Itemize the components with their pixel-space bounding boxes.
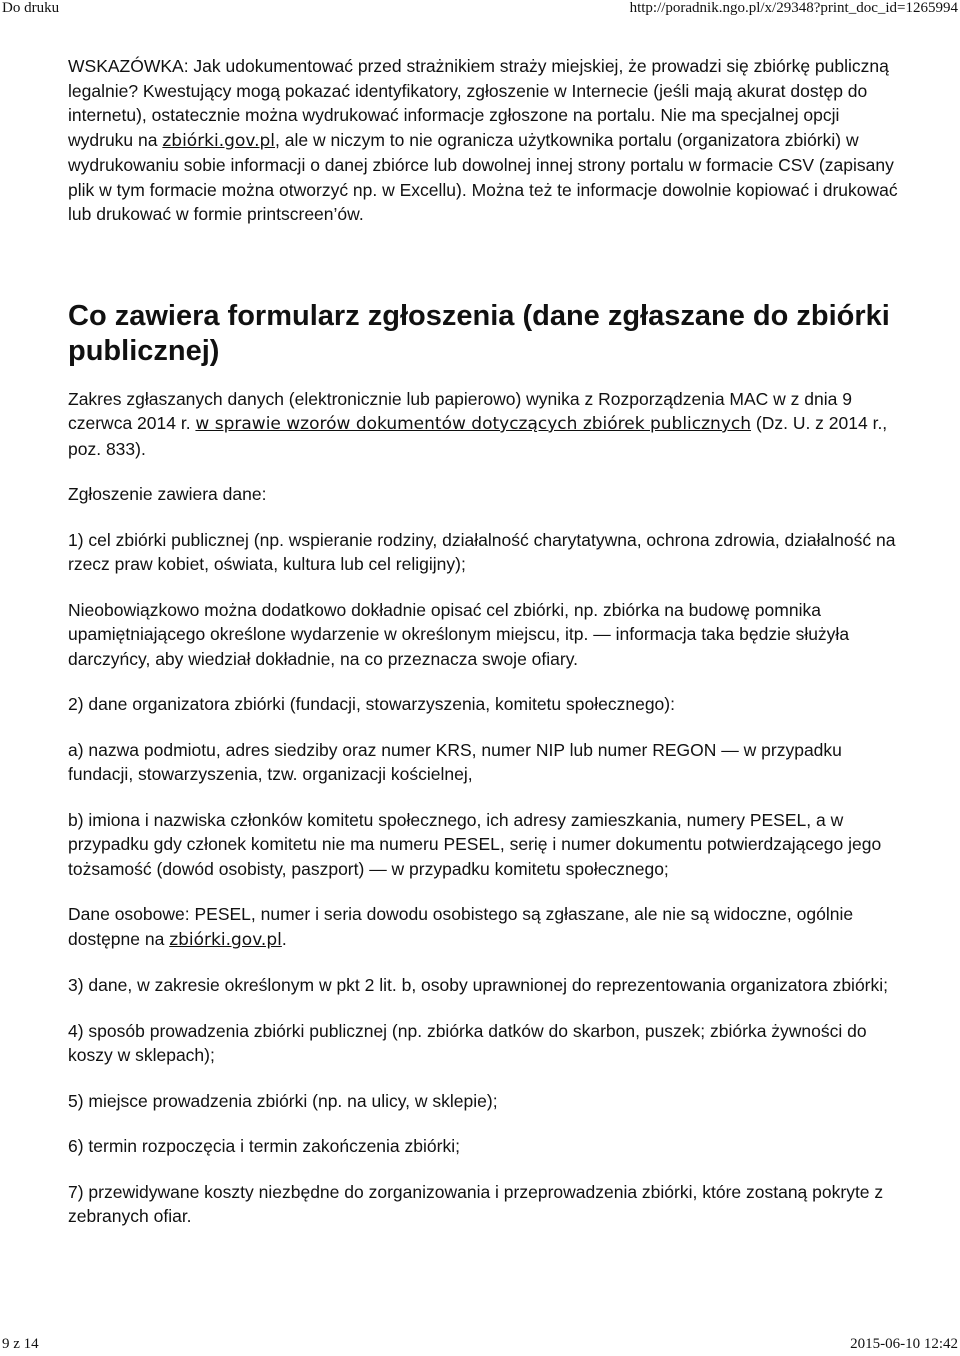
list-item-2b: b) imiona i nazwiska członków komitetu społecznego, ich adresy zamieszkania, numery PESEL, a w przypadku gdy członek komitetu nie ma numeru PESEL, serię i numer dokumentu potwierdzającego jego tożsamość (dowód osobisty, paszport) — w przypadku komitetu społecznego; (68, 809, 882, 879)
legal-basis-paragraph (68, 387, 900, 462)
print-timestamp: 2015-06-10 12:42 (850, 1336, 958, 1352)
regulation-link[interactable]: w sprawie wzorów dokumentów dotyczących zbiórek publicznych (195, 414, 752, 434)
portal-link-2[interactable]: zbiórki.gov.pl (169, 929, 282, 950)
list-item-6: 6) termin rozpoczęcia i termin zakończenia zbiórki; (68, 1136, 460, 1156)
list-item-7: 7) przewidywane koszty niezbędne do zorganizowania i przeprowadzenia zbiórki, które zostaną pokryte z zebranych ofiar. (68, 1181, 884, 1226)
legal-text-before: Zakres zgłaszanych danych (elektronicznie lub papierowo) wynika z Rozporządzenia MAC w z dnia 9 czerwca 2014 r. (68, 388, 852, 433)
legal-text-after: (Dz. U. z 2014 r., poz. 833). (68, 413, 888, 459)
tip-text-before: WSKAZÓWKA: Jak udokumentować przed strażnikiem straży miejskiej, że prowadzi się zbiórkę publiczną legalnie? Kwestujący mogą pokazać identyfikatory, zgłoszenie w Internecie (jeśli mają akurat dostęp do internetu), ostatecznie można wydrukować informacje zgłoszone na portalu. Nie ma specjalnej opcji wydruku na (68, 56, 889, 150)
list-item-2a: a) nazwa podmiotu, adres siedziby oraz numer KRS, numer NIP lub numer REGON — w przypadku fundacji, stowarzyszenia, tzw. organizacji kościelnej, (68, 739, 842, 784)
page-counter: 9 z 14 (2, 1336, 39, 1352)
personal-data-paragraph (68, 902, 900, 952)
tip-text-after: , ale w niczym to nie ogranicza użytkownika portalu (organizatora zbiórki) w wydrukowaniu sobie informacji o danej zbiórce lub dowolnej innej strony portalu w formacie CSV (zapisany plik w tym formacie można otworzyć np. w Excellu). Można też te informacje dowolnie kopiować i drukować lub drukować w formie printscreen’ów. (68, 129, 898, 224)
personal-text-after: . (281, 928, 287, 949)
list-item-5: 5) miejsce prowadzenia zbiórki (np. na ulicy, w sklepie); (68, 1090, 498, 1111)
list-item-1-note: Nieobowiązkowo można dodatkowo dokładnie opisać cel zbiórki, np. zbiórka na budowę pomnika upamiętniającego określone wydarzenie w określonym miejscu, itp. — informacja taka będzie służyła darczyńcy, aby wiedział dokładnie, na co przeznacza swoje ofiary. (68, 599, 850, 669)
tip-paragraph (68, 54, 900, 227)
section-heading: Co zawiera formularz zgłoszenia (dane zgłaszane do zbiórki publicznej) (68, 299, 890, 367)
list-item-3: 3) dane, w zakresie określonym w pkt 2 lit. b, osoby uprawnionej do reprezentowania organizatora zbiórki; (68, 975, 889, 995)
personal-text-before: Dane osobowe: PESEL, numer i seria dowodu osobistego są zgłaszane, ale nie są widoczne, ogólnie dostępne na (68, 904, 854, 949)
document-body (68, 54, 900, 1250)
print-header-title: Do druku (2, 0, 60, 16)
print-footer (0, 1336, 960, 1356)
portal-link[interactable]: zbiórki.gov.pl (162, 130, 276, 151)
list-item-4: 4) sposób prowadzenia zbiórki publicznej (np. zbiórka datków do skarbon, puszek; zbiórka żywności do koszy w sklepach); (68, 1020, 867, 1065)
list-item-2: 2) dane organizatora zbiórki (fundacji, stowarzyszenia, komitetu społecznego): (68, 694, 675, 714)
print-header (0, 0, 960, 20)
list-intro: Zgłoszenie zawiera dane: (68, 484, 267, 504)
print-header-url: http://poradnik.ngo.pl/x/29348?print_doc_id=1265994 (629, 0, 958, 16)
list-item-1: 1) cel zbiórki publicznej (np. wspieranie rodziny, działalność charytatywna, ochrona zdrowia, działalność na rzecz praw kobiet, oświata, kultura lub cel religijny); (68, 529, 896, 574)
